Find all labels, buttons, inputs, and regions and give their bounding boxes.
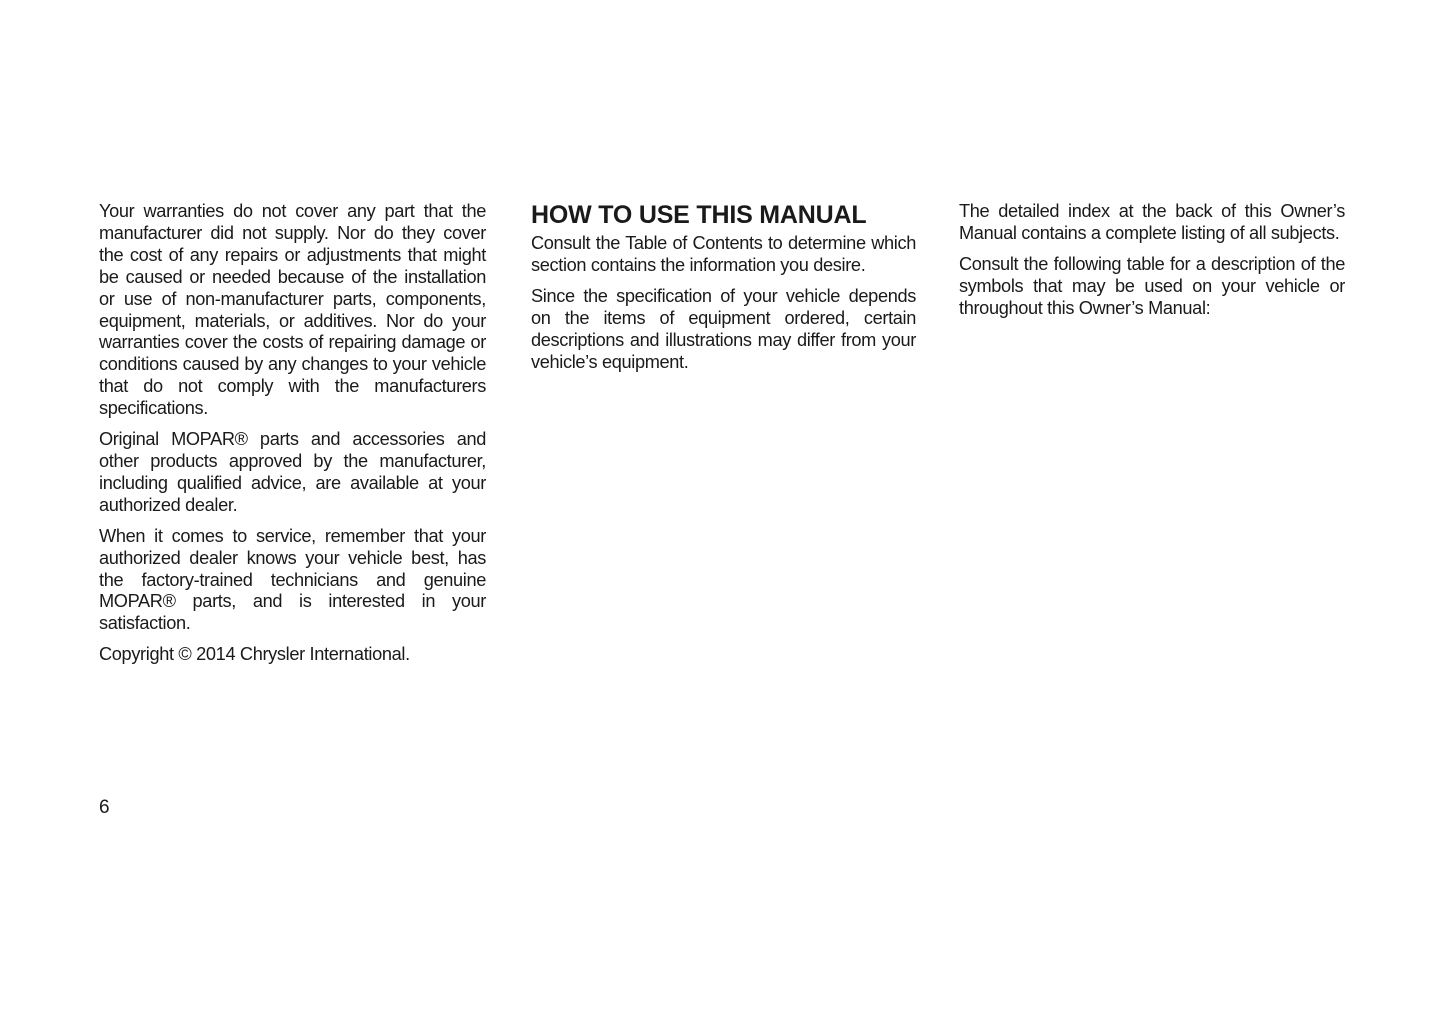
section-heading: HOW TO USE THIS MANUAL — [531, 201, 867, 229]
index-paragraph: The detailed index at the back of this Owner’s Manual contains a complete listing of all subjects. — [959, 201, 1345, 243]
service-paragraph: When it comes to service, remember that your authorized dealer knows your vehicle best, has the factory-trained technicians and genuine MOPAR® parts, and is interested in your satisfaction. — [99, 525, 486, 634]
page-number: 6 — [99, 797, 110, 818]
left-column — [99, 201, 486, 675]
copyright-notice: Copyright © 2014 Chrysler International. — [99, 644, 410, 665]
middle-column — [531, 200, 916, 382]
warranty-coverage-paragraph: Your warranties do not cover any part that the manufacturer did not supply. Nor do they cover the cost of any repairs or adjustments that might be caused or needed because of the installation or use of non-manufacturer parts, components, equipment, materials, or additives. Nor do your warranties cover the costs of repairing damage or conditions caused by any changes to your vehicle that do not comply with the manufacturers specifications. — [99, 201, 486, 419]
vehicle-specification-paragraph: Since the specification of your vehicle depends on the items of equipment ordered, certain descriptions and illustrations may differ from your vehicle’s equipment. — [531, 285, 916, 372]
mopar-parts-paragraph: Original MOPAR® parts and accessories and other products approved by the manufacturer, including qualified advice, are available at your authorized dealer. — [99, 429, 486, 515]
right-column — [959, 201, 1345, 329]
symbols-table-paragraph: Consult the following table for a description of the symbols that may be used on your vehicle or throughout this Owner’s Manual: — [959, 253, 1345, 318]
table-of-contents-paragraph: Consult the Table of Contents to determine which section contains the information you desire. — [531, 233, 916, 275]
